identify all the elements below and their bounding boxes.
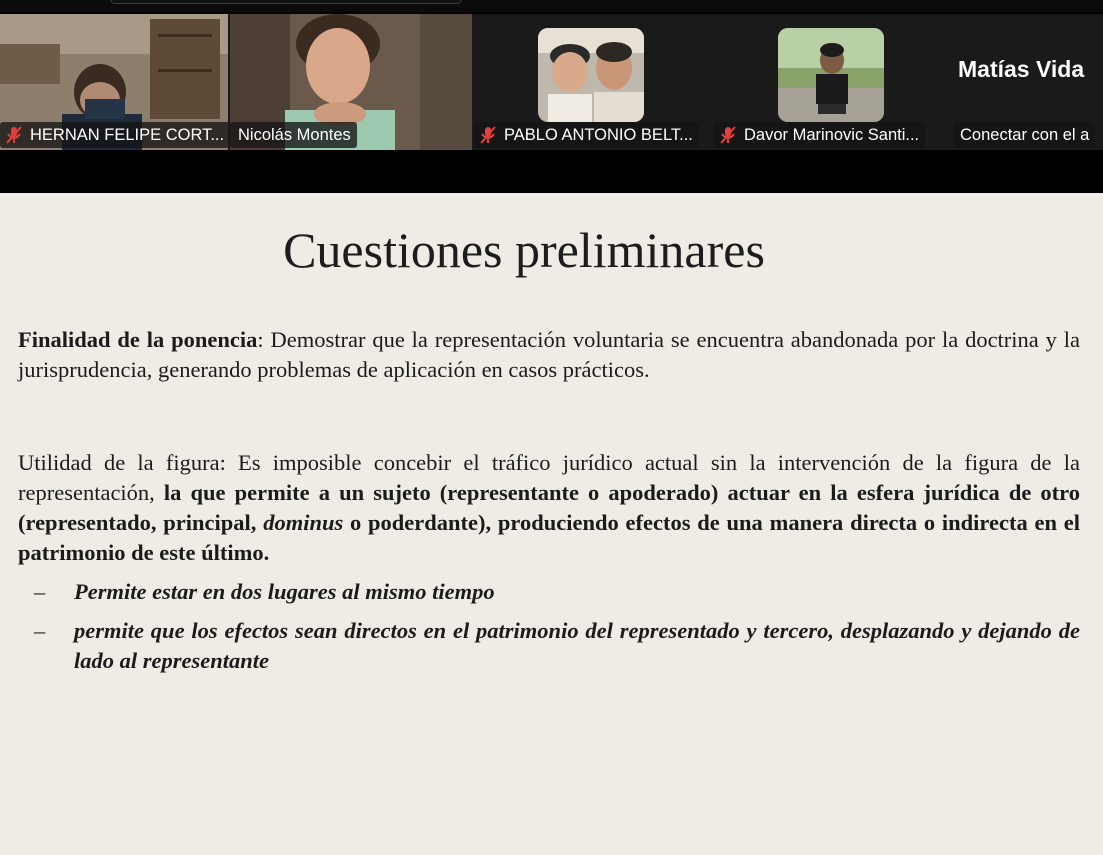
participant-tile-hernan[interactable] [0, 14, 228, 150]
participant-name-bar [474, 122, 699, 148]
participant-tile-nicolas[interactable] [230, 14, 472, 150]
participant-name-bar [0, 122, 228, 148]
slide-paragraph-utilidad [18, 448, 1080, 568]
slide-paragraph-finalidad [18, 325, 1080, 385]
slide-bullet [18, 577, 1080, 607]
avatar-image [538, 28, 644, 122]
participant-name: Nicolás Montes [238, 125, 351, 144]
participant-tile-davor[interactable] [714, 14, 952, 150]
participant-avatar [538, 28, 644, 122]
participant-name: Davor Marinovic Santi... [744, 125, 920, 144]
participant-name-bar [954, 122, 1095, 148]
muted-microphone-icon [478, 125, 498, 145]
muted-microphone-icon [718, 125, 738, 145]
participant-name: Conectar con el a [960, 125, 1090, 144]
participant-tiles [0, 14, 1103, 150]
paragraph-bold-text: la que permite a un sujeto (representante o apoderado) actuar en la esfera jurídica de otro (representado, principal, [18, 480, 1080, 535]
strip-drag-handle[interactable] [110, 0, 462, 4]
slide-title: Cuestiones preliminares [283, 222, 765, 278]
participant-tile-pablo[interactable] [474, 14, 712, 150]
presentation-slide [0, 193, 1103, 855]
participant-name: HERNAN FELIPE CORT... [30, 125, 225, 144]
participant-name-bar [714, 122, 925, 148]
participant-avatar [778, 28, 884, 122]
participant-display-name: Matías Vida [958, 56, 1085, 82]
paragraph-latin-term: dominus [263, 510, 344, 535]
video-strip [0, 0, 1103, 192]
bullet-text: Permite estar en dos lugares al mismo tiempo [74, 579, 495, 604]
paragraph-intro: Utilidad de la figura: Es imposible concebir el tráfico jurídico actual sin la intervención de la figura de la representación, [18, 450, 1080, 505]
bullet-dash: – [34, 618, 46, 643]
bullet-text: permite que los efectos sean directos en el patrimonio del representado y tercero, desplazando y dejando de lado al representante [74, 618, 1080, 673]
slide-bullet [18, 616, 1080, 676]
muted-microphone-icon [4, 125, 24, 145]
strip-top-bar [0, 0, 1103, 12]
avatar-image [778, 28, 884, 122]
participant-name-bar [230, 122, 357, 148]
paragraph-bold-text-end: o poderdante), produciendo efectos de una manera directa o indirecta en el patrimonio de este último. [18, 510, 1081, 565]
bullet-dash: – [34, 579, 46, 604]
participant-name: PABLO ANTONIO BELT... [504, 125, 693, 144]
paragraph-text: : Demostrar que la representación voluntaria se encuentra abandonada por la doctrina y la jurisprudencia, generando problemas de aplicación en casos prácticos. [18, 327, 1080, 382]
paragraph-label: Finalidad de la ponencia [18, 327, 258, 352]
